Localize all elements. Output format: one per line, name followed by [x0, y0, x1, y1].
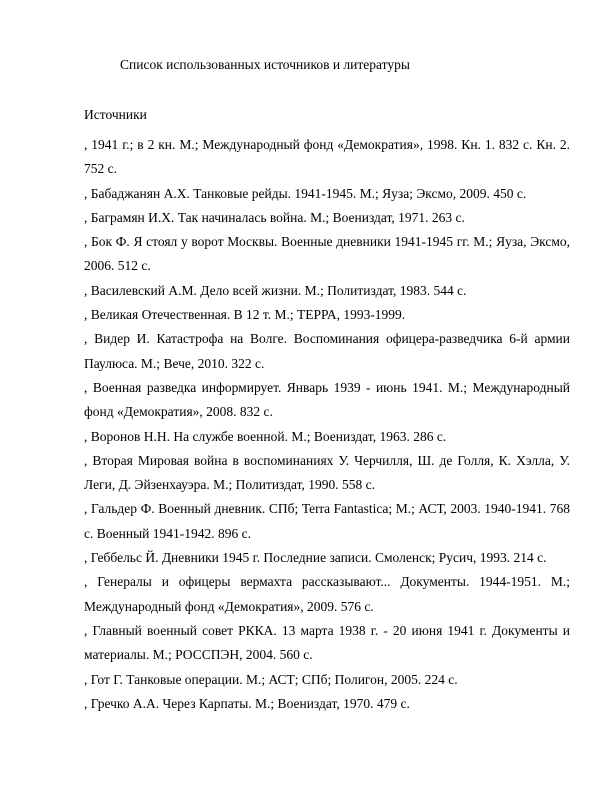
- reference-list: [84, 133, 570, 716]
- section-heading: Источники: [84, 107, 147, 122]
- reference-item: , Вторая Мировая война в воспоминаниях У. Черчилля, Ш. де Голля, К. Хэлла, У. Леги, Д. Эйзенхауэра. М.; Политиздат, 1990. 558 с.: [84, 452, 570, 493]
- page-title: Список использованных источников и литературы: [120, 57, 410, 72]
- reference-item: , Бок Ф. Я стоял у ворот Москвы. Военные дневники 1941-1945 гг. М.; Яуза, Эксмо, 2006. 512 с.: [84, 234, 570, 274]
- reference-item: , Гот Г. Танковые операции. М.; АСТ; СПб; Полигон, 2005. 224 с.: [84, 671, 458, 687]
- reference-item: , Великая Отечественная. В 12 т. М.; ТЕРРА, 1993-1999.: [84, 307, 406, 323]
- reference-item: , Геббельс Й. Дневники 1945 г. Последние записи. Смоленск; Русич, 1993. 214 с.: [84, 550, 547, 566]
- reference-item: , Гальдер Ф. Военный дневник. СПб; Terra Fantastica; М.; АСТ, 2003. 1940-1941. 768 с. Военный 1941-1942. 896 с.: [84, 501, 570, 541]
- reference-item: , Василевский А.М. Дело всей жизни. М.; Политиздат, 1983. 544 с.: [84, 282, 467, 298]
- reference-item: , Главный военный совет РККА. 13 марта 1938 г. - 20 июня 1941 г. Документы и материалы. М.; РОССПЭН, 2004. 560 с.: [84, 622, 570, 663]
- reference-item: , Баграмян И.Х. Так начиналась война. М.; Воениздат, 1971. 263 с.: [84, 209, 465, 225]
- reference-item: , Военная разведка информирует. Январь 1939 - июнь 1941. М.; Международный фонд «Демократия», 2008. 832 с.: [84, 379, 570, 420]
- reference-item: , Гречко А.А. Через Карпаты. М.; Воениздат, 1970. 479 с.: [84, 695, 410, 711]
- reference-item: , 1941 г.; в 2 кн. М.; Международный фонд «Демократия», 1998. Кн. 1. 832 с. Кн. 2. 752 с.: [84, 137, 570, 177]
- reference-item: , Бабаджанян А.Х. Танковые рейды. 1941-1945. М.; Яуза; Эксмо, 2009. 450 с.: [84, 185, 527, 201]
- reference-item: , Генералы и офицеры вермахта рассказывают... Документы. 1944-1951. М.; Международный фонд «Демократия», 2009. 576 с.: [84, 574, 570, 614]
- reference-item: , Воронов Н.Н. На службе военной. М.; Воениздат, 1963. 286 с.: [84, 428, 447, 444]
- reference-item: , Видер И. Катастрофа на Волге. Воспоминания офицера-разведчика 6-й армии Паулюса. М.; Вече, 2010. 322 с.: [84, 331, 570, 371]
